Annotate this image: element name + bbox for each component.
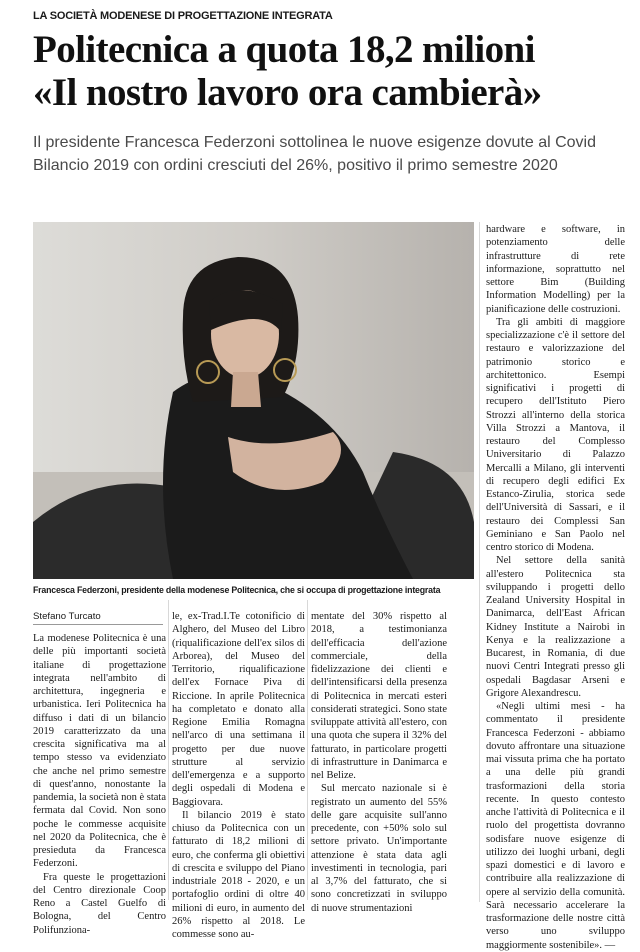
portrait-photo — [33, 222, 474, 579]
paragraph: hardware e software, in potenziamento delle infrastrutture di rete informazione, soprattutto nel settore Bim (Building Information Modelling) per la pianificazione delle costruzioni. — [486, 224, 625, 315]
paragraph: La modenese Politecnica è una delle più importanti società italiane di progettazione integrata nell'ambito di architettura, ingegneria e urbanistica. Ieri Politecnica ha diffuso i dati di un bilancio 2019 caratterizzato da una crescita significativa ma al tempo stesso va evidenziato che anche nel primo semestre di quest'anno, nonostante la pandemia, la società non è stata fermata dal Covid. Non sono poche le commesse acquisite nel 2020 da Politecnica, che è presieduta da Francesca Federzoni. — [33, 633, 166, 870]
byline-divider — [33, 624, 163, 625]
paragraph: Fra queste le progettazioni del Centro direzionale Coop Reno a Castel Guelfo di Bologna, del Centro Polifunziona- — [33, 871, 166, 936]
section-kicker: LA SOCIETÀ MODENESE DI PROGETTAZIONE INTEGRATA — [33, 10, 333, 22]
article-column-1 — [33, 632, 166, 937]
paragraph: «Negli ultimi mesi - ha commentato il presidente Francesca Federzoni - abbiamo dovuto affrontare una situazione mai vissuta prima che ha portato a una delle più grandi trasformazioni della storia recente. In questo contesto anche l'attività di Politecnica e il ruolo del progettista dovranno sodisfare nuove esigenze di utilizzo dei luoghi urbani, degli spazi domestici e di lavoro e contribuire alla realizzazione di opere al servizio della comunità. Sarà necessario accelerare la trasformazione delle nostre città verso uno sviluppo maggiormente sostenibile». — — [486, 701, 625, 951]
paragraph: mentate del 30% rispetto al 2018, a testimonianza dell'efficacia dell'azione commerciale, della fidelizzazione dei clienti e dell'intensificarsi della presenza di Politecnica in mercati esteri considerati strategici. Sono state sviluppate attività all'estero, con una quota che supera il 32% del fatturato, in particolare progetti di infrastrutture in Danimarca e nel Belize. — [311, 611, 447, 781]
headline-line-2: «Il nostro lavoro ora cambierà» — [33, 71, 542, 114]
subheadline — [33, 131, 633, 177]
article-column-4 — [486, 223, 625, 952]
article-column-2 — [172, 610, 305, 941]
photo-caption: Francesca Federzoni, presidente della modenese Politecnica, che si occupa di progettazione integrata — [33, 585, 441, 595]
column-divider — [479, 222, 480, 902]
headline-line-1: Politecnica a quota 18,2 milioni — [33, 28, 535, 71]
paragraph: Sul mercato nazionale si è registrato un aumento del 55% delle gare acquisite sull'anno precedente, con +50% solo sul settore privato. Un'importante attenzione è stata data agli investimenti in tecnologia, pari al 3,7% del fatturato, che si sono concretizzati in sviluppo di nuove strumentazioni — [311, 783, 447, 914]
article-column-3 — [311, 610, 447, 915]
paragraph: Tra gli ambiti di maggiore specializzazione c'è il settore del restauro e valorizzazione del patrimonio storico e architettonico. Esempi significativi i progetti di recupero dell'Istituto Piero Strozzi all'interno della storica Villa Strozzi a Mantova, il restauro del Complesso Universitario di Palazzo Mercalli a Milano, gli interventi di recupero degli edifici Ex Estanco-Zirulia, storica sede dell'Università di Sassari, e il restauro dei Complessi San Geminiano e San Paolo nel centro storico di Modena. — [486, 316, 625, 553]
subheadline-line-2: Bilancio 2019 con ordini cresciuti del 26%, positivo il primo semestre 2020 — [33, 157, 558, 174]
subheadline-line-1: Il presidente Francesca Federzoni sottolinea le nuove esigenze dovute al Covid — [33, 134, 596, 151]
paragraph: le, ex-Trad.I.Te cotonificio di Alghero, del Museo del Libro (riqualificazione dell'ex silos di Arborea), del Museo del Territorio, riqualificazione dell'ex Fornace Piva di Riccione. In aprile Politecnica ha completato e donato alla Regione Emilia Romagna nell'arco di una settimana il progetto per due nuove strutture al servizio dell'emergenza e a supporto degli ospedali di Modena e Baggiovara. — [172, 611, 305, 808]
column-divider — [307, 600, 308, 900]
paragraph: Nel settore della sanità all'estero Politecnica sta sviluppando i progetti dello Zealand University Hospital in Danimarca, dell'East African Kidney Institute a Nairobi in Kenya e la realizzazione a Bucarest, in Romania, di due nuovi Centri Integrati presso gli ospedali Bagdasar Arseni e Grigore Alexandrescu. — [486, 555, 625, 699]
column-divider — [168, 600, 169, 900]
headline — [33, 28, 633, 114]
portrait-illustration — [33, 222, 474, 579]
author-byline: Stefano Turcato — [33, 611, 101, 622]
paragraph: Il bilancio 2019 è stato chiuso da Politecnica con un fatturato di 18,2 milioni di euro, che conferma gli obiettivi di crescita e sviluppo del Piano industriale 2018 - 2020, e un portafoglio ordini di oltre 40 milioni di euro, in aumento del 26% rispetto al 2018. Le commesse sono au- — [172, 809, 305, 940]
